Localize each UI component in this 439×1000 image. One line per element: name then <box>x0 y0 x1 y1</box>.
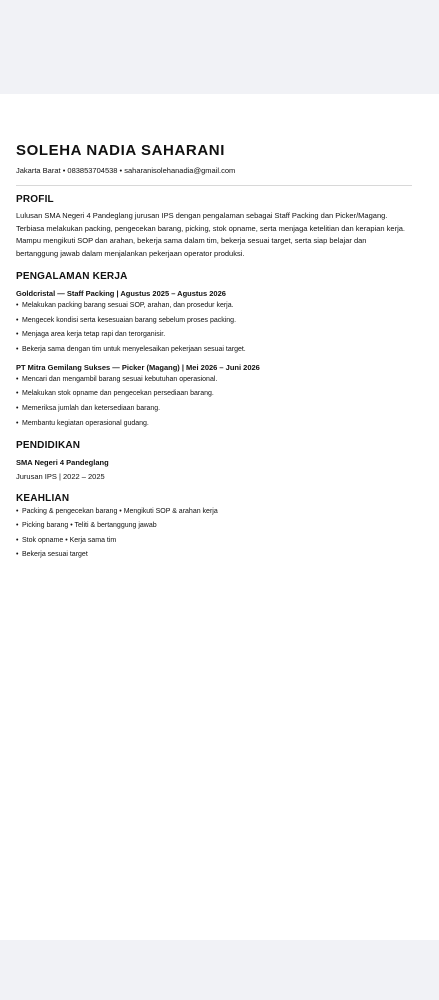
job-heading: PT Mitra Gemilang Sukses — Picker (Magang) | Mei 2026 – Juni 2026 <box>16 362 260 372</box>
job-bullet: • Bekerja sama dengan tim untuk menyelesaikan pekerjaan sesuai target. <box>16 345 423 355</box>
skill-item: • Bekerja sesuai target <box>16 550 423 560</box>
skills-list <box>16 507 423 561</box>
job-bullet: • Melakukan stok opname dan pengecekan persediaan barang. <box>16 389 423 399</box>
school-detail: Jurusan IPS | 2022 – 2025 <box>16 471 105 481</box>
job-bullet: • Menjaga area kerja tetap rapi dan terorganisir. <box>16 330 423 340</box>
skill-item: • Packing & pengecekan barang • Mengikuti SOP & arahan kerja <box>16 507 423 517</box>
viewer-bottom-margin <box>0 940 439 1000</box>
job-bullet-list <box>16 301 423 355</box>
job-bullet: • Melakukan packing barang sesuai SOP, arahan, dan prosedur kerja. <box>16 301 423 311</box>
profile-summary: Lulusan SMA Negeri 4 Pandeglang jurusan IPS dengan pengalaman sebagai Staff Packing dan Picker/Magang. Terbiasa melakukan packing, pengecekan barang, picking, stok opname, serta menjaga ketelitian dan kerapian kerja. Mampu mengikuti SOP dan arahan, bekerja sama dalam tim, bekerja sesuai target, serta siap belajar dan bertanggung jawab dalam menjalankan pekerjaan operator produksi. <box>16 211 405 258</box>
job-bullet: • Mengecek kondisi serta kesesuaian barang sebelum proses packing. <box>16 316 423 326</box>
job-heading: Goldcristal — Staff Packing | Agustus 2025 – Agustus 2026 <box>16 289 226 298</box>
job-bullet: • Memeriksa jumlah dan ketersediaan barang. <box>16 404 423 414</box>
candidate-name: SOLEHA NADIA SAHARANI <box>16 142 225 159</box>
skill-item: • Picking barang • Teliti & bertanggung jawab <box>16 521 423 531</box>
resume-page <box>0 94 439 940</box>
job-bullet: • Mencari dan mengambil barang sesuai kebutuhan operasional. <box>16 375 423 385</box>
job-bullet: • Membantu kegiatan operasional gudang. <box>16 419 423 429</box>
contact-info: Jakarta Barat • 083853704538 • saharanisolehanadia@gmail.com <box>16 166 236 175</box>
school-name: SMA Negeri 4 Pandeglang <box>16 457 109 467</box>
section-title-education: PENDIDIKAN <box>16 439 81 451</box>
section-title-skills: KEAHLIAN <box>16 492 70 504</box>
section-title-profil: PROFIL <box>16 194 54 205</box>
section-title-experience: PENGALAMAN KERJA <box>16 271 128 282</box>
header-divider <box>16 185 412 186</box>
skill-item: • Stok opname • Kerja sama tim <box>16 536 423 546</box>
viewer-top-margin <box>0 0 439 94</box>
job-bullet-list <box>16 375 423 429</box>
